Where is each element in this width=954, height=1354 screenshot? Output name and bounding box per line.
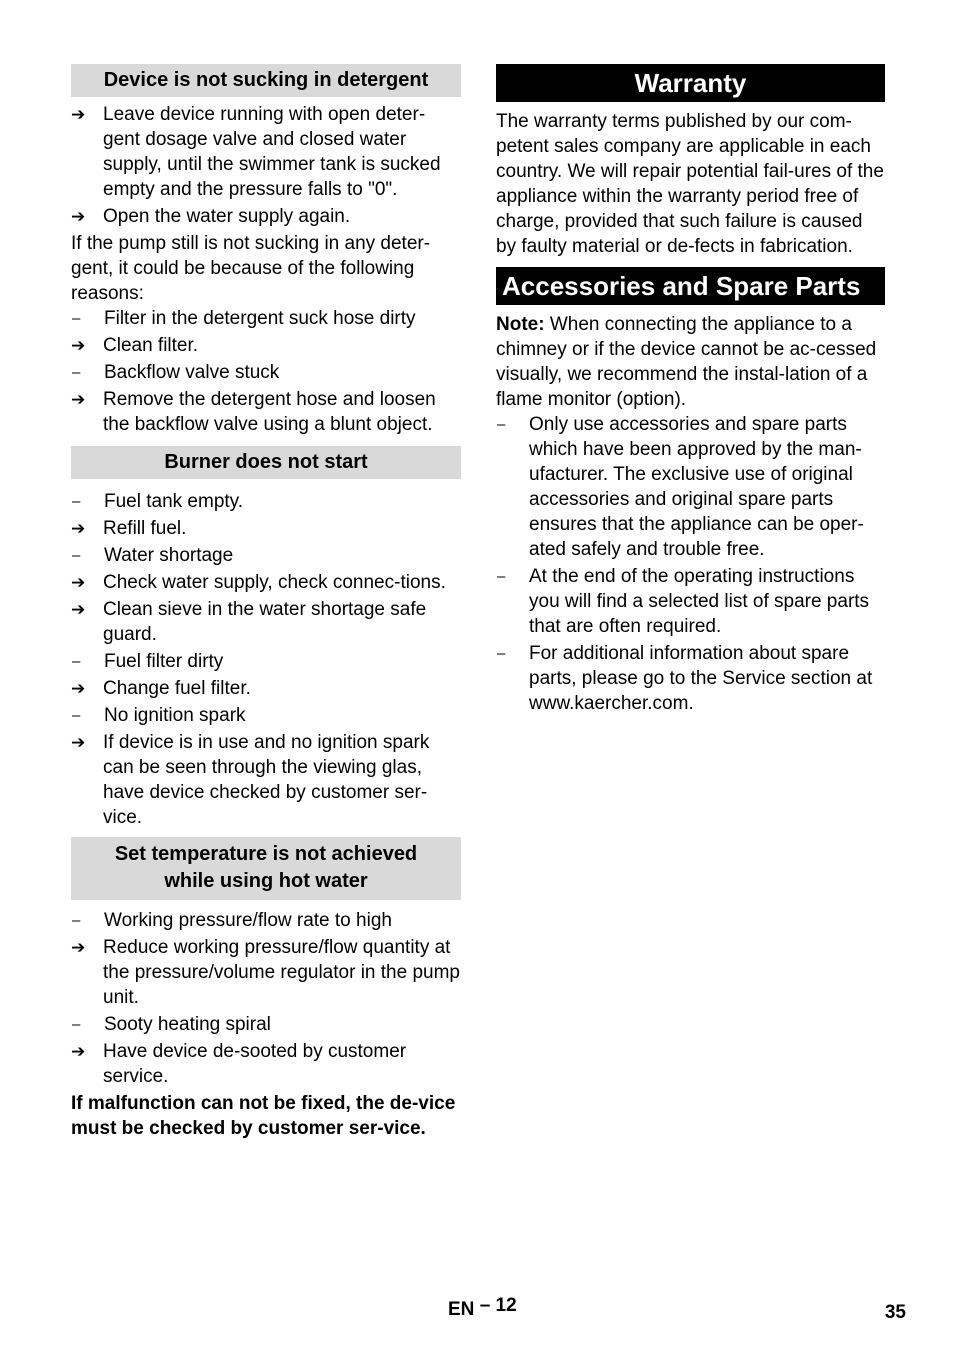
list-item bbox=[71, 516, 461, 541]
list-item bbox=[496, 412, 885, 562]
list-item-text: Change fuel filter. bbox=[103, 678, 251, 699]
heading-accessories: Accessories and Spare Parts bbox=[496, 267, 885, 305]
heading-warranty: Warranty bbox=[496, 64, 885, 102]
list-item bbox=[71, 306, 461, 331]
list-item bbox=[71, 570, 461, 595]
list-item-text: At the end of the operating instructions you will find a selected list of spare parts that are often required. bbox=[529, 566, 870, 637]
arrow-right-icon: ➔ bbox=[71, 105, 86, 124]
footer-section-number: – 12 bbox=[479, 1295, 517, 1316]
list-item bbox=[71, 730, 461, 830]
list-item-text: Backflow valve stuck bbox=[104, 362, 280, 383]
arrow-right-icon: ➔ bbox=[71, 938, 86, 957]
dash-bullet-icon: – bbox=[72, 364, 81, 381]
dash-bullet-icon: – bbox=[72, 707, 81, 724]
arrow-right-icon: ➔ bbox=[71, 1042, 86, 1061]
list-item-text: No ignition spark bbox=[104, 705, 246, 726]
list-item bbox=[71, 1012, 461, 1037]
list-item-text: Remove the detergent hose and loosen the backflow valve using a blunt object. bbox=[103, 389, 436, 435]
list-item bbox=[71, 908, 461, 933]
heading-burner-does-not-start: Burner does not start bbox=[71, 446, 461, 479]
list-section1-reasons bbox=[71, 306, 461, 437]
heading-set-temperature-line1: Set temperature is not achieved bbox=[114, 843, 418, 865]
footer-language-code bbox=[448, 1297, 517, 1322]
list-item-text: If device is in use and no ignition spark can be seen through the viewing glas, have device checked by customer ser-vice. bbox=[103, 732, 430, 828]
list-section3 bbox=[71, 908, 461, 1089]
dash-bullet-icon: – bbox=[72, 1016, 81, 1033]
list-section1 bbox=[71, 102, 461, 229]
heading-set-temperature bbox=[71, 837, 461, 900]
list-item bbox=[71, 597, 461, 647]
list-item bbox=[71, 1039, 461, 1089]
list-item-text: Filter in the detergent suck hose dirty bbox=[104, 308, 416, 329]
accessories-note bbox=[496, 312, 885, 412]
dash-bullet-icon: – bbox=[497, 568, 506, 585]
list-item bbox=[496, 564, 885, 639]
note-text: When connecting the appliance to a chimney or if the device cannot be ac-cessed visually, we recommend the instal-lation of a flame monitor (option). bbox=[496, 314, 877, 410]
final-note: If malfunction can not be fixed, the de-vice must be checked by customer ser-vice. bbox=[71, 1093, 456, 1139]
note-label: Note: bbox=[496, 314, 545, 335]
dash-bullet-icon: – bbox=[497, 416, 506, 433]
list-item bbox=[71, 935, 461, 1010]
arrow-right-icon: ➔ bbox=[71, 600, 86, 619]
list-item bbox=[71, 204, 461, 229]
list-item bbox=[496, 641, 885, 716]
list-item-text: Fuel filter dirty bbox=[104, 651, 224, 672]
dash-bullet-icon: – bbox=[72, 912, 81, 929]
warranty-text: The warranty terms published by our com-petent sales company are applicable in each country. We will repair potential fail-ures of the appliance within the warranty period free of charge, provided that such failure is caused by faulty material or de-fects in fabrication. bbox=[496, 111, 884, 257]
right-column bbox=[496, 64, 885, 716]
list-item-text: Working pressure/flow rate to high bbox=[104, 910, 392, 931]
page-number: 35 bbox=[884, 1302, 906, 1323]
list-item bbox=[71, 489, 461, 514]
arrow-right-icon: ➔ bbox=[71, 207, 86, 226]
list-accessories bbox=[496, 412, 885, 716]
list-item bbox=[71, 102, 461, 202]
list-item bbox=[71, 703, 461, 728]
list-item-text: Clean filter. bbox=[103, 335, 199, 356]
list-item-text: Leave device running with open deter-gent dosage valve and closed water supply, until the swimmer tank is sucked empty and the pressure falls to "0". bbox=[103, 104, 441, 200]
dash-bullet-icon: – bbox=[72, 493, 81, 510]
list-item-text: Sooty heating spiral bbox=[104, 1014, 271, 1035]
list-item-text: Clean sieve in the water shortage safe guard. bbox=[103, 599, 427, 645]
list-item-text: Check water supply, check connec-tions. bbox=[103, 572, 446, 593]
heading-set-temperature-line2: while using hot water bbox=[164, 870, 368, 892]
list-item-text: For additional information about spare parts, please go to the Service section at www.kaercher.com. bbox=[529, 643, 873, 714]
dash-bullet-icon: – bbox=[497, 645, 506, 662]
arrow-right-icon: ➔ bbox=[71, 733, 86, 752]
list-item-text: Reduce working pressure/flow quantity at the pressure/volume regulator in the pump unit. bbox=[103, 937, 460, 1008]
arrow-right-icon: ➔ bbox=[71, 390, 86, 409]
list-item bbox=[71, 387, 461, 437]
list-item-text: Fuel tank empty. bbox=[104, 491, 244, 512]
arrow-right-icon: ➔ bbox=[71, 679, 86, 698]
dash-bullet-icon: – bbox=[72, 653, 81, 670]
paragraph-reasons: If the pump still is not sucking in any deter-gent, it could be because of the following reasons: bbox=[71, 233, 431, 304]
list-item-text: Water shortage bbox=[104, 545, 234, 566]
left-column bbox=[71, 64, 461, 1141]
dash-bullet-icon: – bbox=[72, 547, 81, 564]
heading-device-not-sucking: Device is not sucking in detergent bbox=[71, 64, 461, 97]
list-item-text: Have device de-sooted by customer service. bbox=[103, 1041, 407, 1087]
arrow-right-icon: ➔ bbox=[71, 519, 86, 538]
dash-bullet-icon: – bbox=[72, 310, 81, 327]
arrow-right-icon: ➔ bbox=[71, 336, 86, 355]
list-item bbox=[71, 360, 461, 385]
arrow-right-icon: ➔ bbox=[71, 573, 86, 592]
footer-lang: EN bbox=[448, 1299, 475, 1320]
list-item bbox=[71, 676, 461, 701]
list-item-text: Only use accessories and spare parts which have been approved by the man-ufacturer. The exclusive use of original accessories and original spare parts ensures that the appliance can be oper-ated safely and trouble free. bbox=[529, 414, 864, 560]
list-item bbox=[71, 543, 461, 568]
list-item-text: Open the water supply again. bbox=[103, 206, 351, 227]
list-item bbox=[71, 333, 461, 358]
list-item-text: Refill fuel. bbox=[103, 518, 187, 539]
list-item bbox=[71, 649, 461, 674]
list-section2 bbox=[71, 489, 461, 830]
